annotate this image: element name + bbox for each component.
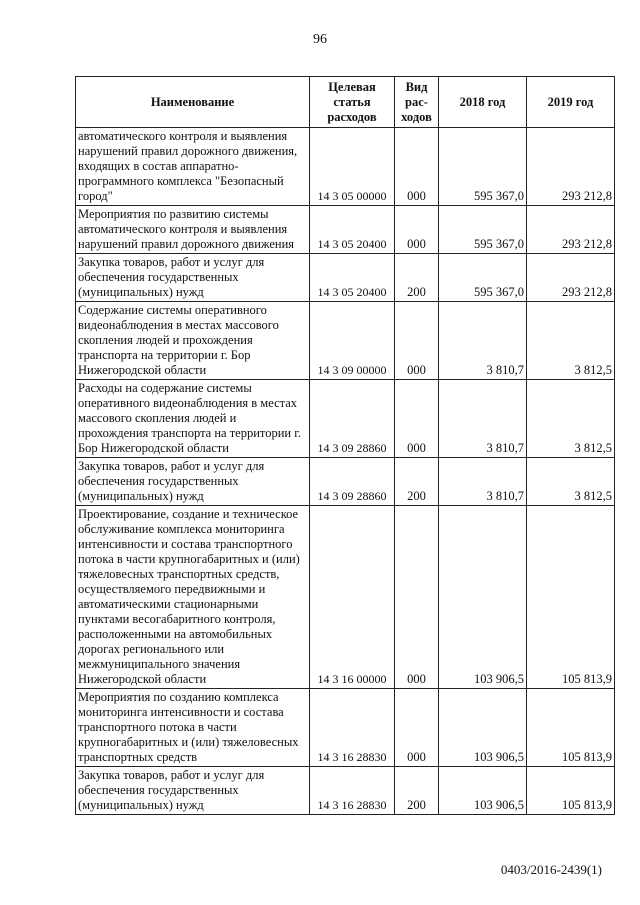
table-row bbox=[76, 506, 615, 689]
row-type: 000 bbox=[395, 206, 439, 254]
row-code: 14 3 09 00000 bbox=[310, 302, 395, 380]
header-target: Целевая статья расходов bbox=[310, 77, 395, 128]
row-name: Расходы на содержание системы оперативного видеонаблюдения в местах массового скопления людей и прохождения транспорта на территории г. Бор Нижегородской области bbox=[76, 380, 310, 458]
row-type: 000 bbox=[395, 302, 439, 380]
header-2019: 2019 год bbox=[527, 77, 615, 128]
document-code: 0403/2016-2439(1) bbox=[500, 862, 602, 877]
row-code: 14 3 05 00000 bbox=[310, 128, 395, 206]
row-name: Закупка товаров, работ и услуг для обеспечения государственных (муниципальных) нужд bbox=[76, 458, 310, 506]
table-row bbox=[76, 458, 615, 506]
row-2019: 105 813,9 bbox=[527, 506, 615, 689]
header-name: Наименование bbox=[76, 77, 310, 128]
row-type: 200 bbox=[395, 767, 439, 815]
row-type: 000 bbox=[395, 128, 439, 206]
row-type: 200 bbox=[395, 254, 439, 302]
row-2018: 3 810,7 bbox=[439, 302, 527, 380]
budget-table bbox=[75, 76, 615, 815]
table-row bbox=[76, 380, 615, 458]
table-row bbox=[76, 128, 615, 206]
row-2018: 595 367,0 bbox=[439, 128, 527, 206]
row-code: 14 3 16 00000 bbox=[310, 506, 395, 689]
row-name: Мероприятия по развитию системы автоматического контроля и выявления нарушений правил дорожного движения bbox=[76, 206, 310, 254]
header-type: Вид рас-ходов bbox=[395, 77, 439, 128]
row-type: 000 bbox=[395, 689, 439, 767]
row-2019: 293 212,8 bbox=[527, 128, 615, 206]
row-2019: 293 212,8 bbox=[527, 206, 615, 254]
row-type: 200 bbox=[395, 458, 439, 506]
row-2019: 3 812,5 bbox=[527, 302, 615, 380]
row-code: 14 3 05 20400 bbox=[310, 254, 395, 302]
row-2018: 3 810,7 bbox=[439, 380, 527, 458]
row-2018: 595 367,0 bbox=[439, 206, 527, 254]
row-2018: 103 906,5 bbox=[439, 767, 527, 815]
row-code: 14 3 16 28830 bbox=[310, 767, 395, 815]
row-2018: 103 906,5 bbox=[439, 689, 527, 767]
table-row bbox=[76, 254, 615, 302]
table-row bbox=[76, 206, 615, 254]
row-name: автоматического контроля и выявления нарушений правил дорожного движения, входящих в состав аппаратно-программного комплекса "Безопасный город" bbox=[76, 128, 310, 206]
row-2019: 293 212,8 bbox=[527, 254, 615, 302]
row-name: Проектирование, создание и техническое обслуживание комплекса мониторинга интенсивности и состава транспортного потока в части крупногабаритных и (или) тяжеловесных транспортных средств, осуществляемого передвижными и автоматическими стационарными пунктами весогабаритного контроля, расположенными на автомобильных дорогах регионального или межмуниципального значения Нижегородской области bbox=[76, 506, 310, 689]
row-code: 14 3 05 20400 bbox=[310, 206, 395, 254]
table-row bbox=[76, 689, 615, 767]
row-code: 14 3 16 28830 bbox=[310, 689, 395, 767]
row-name: Закупка товаров, работ и услуг для обеспечения государственных (муниципальных) нужд bbox=[76, 254, 310, 302]
row-type: 000 bbox=[395, 380, 439, 458]
row-2019: 105 813,9 bbox=[527, 689, 615, 767]
row-name: Мероприятия по созданию комплекса мониторинга интенсивности и состава транспортного потока в части крупногабаритных и (или) тяжеловесных транспортных средств bbox=[76, 689, 310, 767]
header-2018: 2018 год bbox=[439, 77, 527, 128]
row-2018: 595 367,0 bbox=[439, 254, 527, 302]
row-2019: 3 812,5 bbox=[527, 458, 615, 506]
row-2018: 3 810,7 bbox=[439, 458, 527, 506]
row-name: Закупка товаров, работ и услуг для обеспечения государственных (муниципальных) нужд bbox=[76, 767, 310, 815]
row-type: 000 bbox=[395, 506, 439, 689]
row-2019: 105 813,9 bbox=[527, 767, 615, 815]
table-row bbox=[76, 767, 615, 815]
row-2018: 103 906,5 bbox=[439, 506, 527, 689]
table-header-row bbox=[76, 77, 615, 128]
row-name: Содержание системы оперативного видеонаблюдения в местах массового скопления людей и прохождения транспорта на территории г. Бор Нижегородской области bbox=[76, 302, 310, 380]
page-number: 96 bbox=[313, 32, 327, 47]
table-row bbox=[76, 302, 615, 380]
row-code: 14 3 09 28860 bbox=[310, 380, 395, 458]
row-code: 14 3 09 28860 bbox=[310, 458, 395, 506]
row-2019: 3 812,5 bbox=[527, 380, 615, 458]
